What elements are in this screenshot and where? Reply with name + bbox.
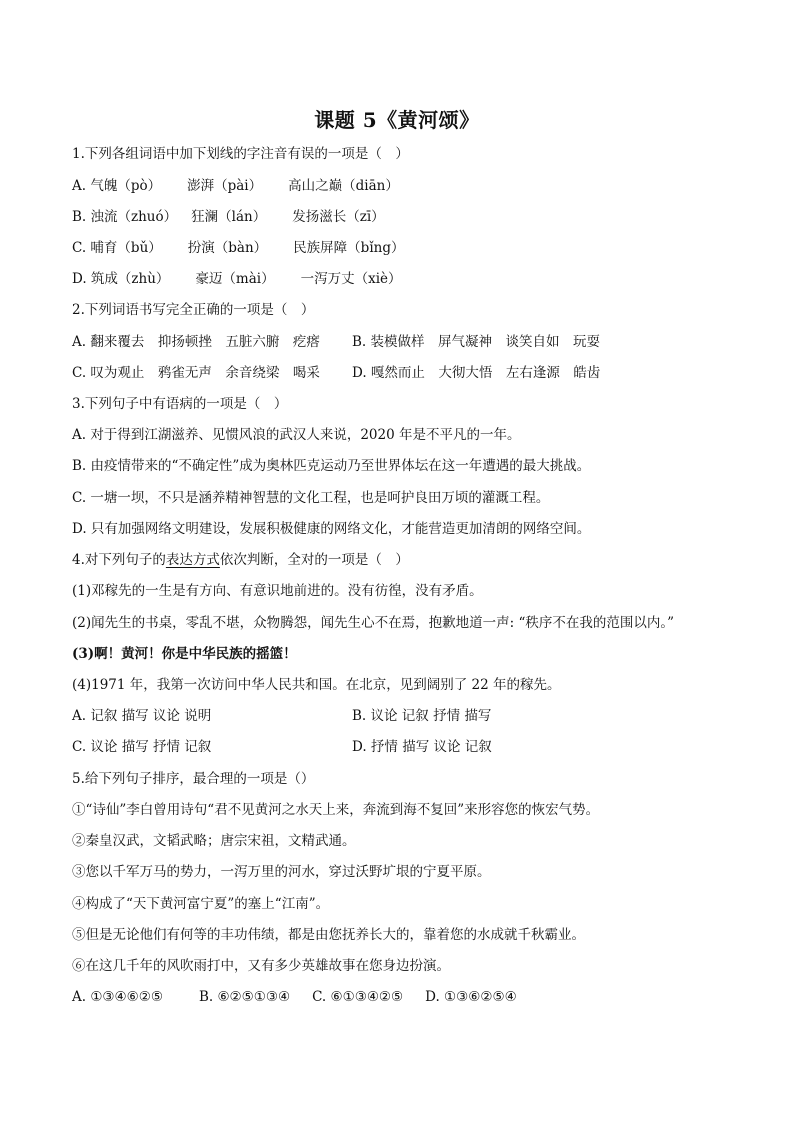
q4-option-b: B. 议论 记叙 抒情 描写 — [352, 708, 492, 724]
q1-option-b — [72, 208, 385, 226]
q5-sentence-4: ④构成了“天下黄河富宁夏”的塞上“江南”。 — [72, 896, 330, 912]
q5-option-d: D. ①③⑥②⑤④ — [425, 989, 517, 1005]
q1-d-2: 豪迈（mài） — [195, 271, 275, 287]
q3-option-a: A. 对于得到江湖滋养、见惯风浪的武汉人来说，2020 年是不平凡的一年。 — [72, 427, 521, 443]
q2-option-a: A. 翻来覆去 抑扬顿挫 五脏六腑 疙瘩 — [72, 334, 320, 350]
q3-stem: 3.下列句子中有语病的一项是（ ） — [72, 396, 288, 412]
q5-sentence-2: ②秦皇汉武，文韬武略；唐宗宋祖，文精武通。 — [72, 833, 356, 849]
q4-sentence-4: (4)1971 年，我第一次访问中华人民共和国。在北京，见到阔别了 22 年的稼先。 — [72, 677, 561, 693]
q5-stem: 5.给下列句子排序，最合理的一项是（） — [72, 771, 315, 787]
q5-sentence-5: ⑤但是无论他们有何等的丰功伟绩，都是由您抚养长大的，靠着您的水成就千秋霸业。 — [72, 927, 585, 943]
q4-sentence-1: (1)邓稼先的一生是有方向、有意识地前进的。没有彷徨，没有矛盾。 — [72, 583, 483, 599]
q3-option-d: D. 只有加强网络文明建设，发展积极健康的网络文化，才能营造更加清朗的网络空间。 — [72, 521, 591, 537]
q1-option-d — [72, 270, 402, 288]
q2-stem: 2.下列词语书写完全正确的一项是（ ） — [72, 302, 315, 318]
q5-option-b: B. ⑥②⑤①③④ — [198, 989, 291, 1005]
q1-a-2: 澎湃（pài） — [187, 178, 263, 194]
q4-sentence-3: (3)啊！黄河！你是中华民族的摇篮！ — [72, 646, 297, 662]
q5-sentence-3: ③您以千军万马的势力，一泻万里的河水，穿过沃野圹垠的宁夏平原。 — [72, 864, 491, 880]
q4-sentence-2: (2)闻先生的书桌，零乱不堪，众物腾怨，闻先生心不在焉，抱歉地道一声: “秩序不在我的范围以内。” — [72, 615, 675, 631]
page-title: 课题 5《黄河颂》 — [314, 108, 480, 132]
q1-d-1: D. 筑成（zhù） — [72, 271, 170, 287]
q1-a-3: 高山之巅（diān） — [288, 178, 399, 194]
q4-stem — [72, 551, 409, 569]
q1-a-1: A. 气魄（pò） — [72, 178, 162, 194]
q5-option-a: A. ①③④⑥②⑤ — [72, 989, 163, 1005]
q5-sentence-6: ⑥在这几千年的风吹雨打中，又有多少英雄故事在您身边扮演。 — [72, 958, 450, 974]
q4-stem-pre: 4.对下列句子的 — [72, 552, 166, 568]
q1-c-1: C. 哺育（bǔ） — [72, 240, 162, 256]
q1-c-3: 民族屏障（bǐng） — [293, 240, 405, 256]
q4-stem-underlined: 表达方式 — [165, 552, 220, 568]
q4-option-c: C. 议论 描写 抒情 记叙 — [72, 739, 212, 755]
q2-option-c: C. 叹为观止 鸦雀无声 余音绕梁 喝采 — [72, 365, 320, 381]
q1-option-c — [72, 239, 404, 257]
q1-b-1: B. 浊流（zhuó） — [72, 209, 178, 225]
q3-option-b: B. 由疫情带来的“不确定性”成为奥林匹克运动乃至世界体坛在这一年遭遇的最大挑战。 — [72, 458, 591, 474]
q2-option-b: B. 装模做样 屏气凝神 谈笑自如 玩耍 — [352, 334, 601, 350]
q5-option-c: C. ⑥①③④②⑤ — [312, 989, 404, 1005]
q1-c-2: 扮演（bàn） — [187, 240, 268, 256]
q5-options — [72, 988, 517, 1006]
q4-option-d: D. 抒情 描写 议论 记叙 — [352, 739, 492, 755]
q1-option-a — [72, 177, 399, 195]
q1-b-3: 发扬滋长（zī） — [292, 209, 385, 225]
q3-option-c: C. 一塘一坝，不只是涵养精神智慧的文化工程，也是呵护良田万顷的灌溉工程。 — [72, 490, 550, 506]
q4-option-a: A. 记叙 描写 议论 说明 — [72, 708, 212, 724]
q5-sentence-1: ①“诗仙”李白曾用诗句“君不见黄河之水天上来，奔流到海不复回”来形容您的恢宏气势。 — [72, 802, 600, 818]
q4-stem-post: 依次判断，全对的一项是（ ） — [219, 552, 409, 568]
q2-option-d: D. 嘎然而止 大彻大悟 左右逢源 皓齿 — [352, 365, 601, 381]
q1-b-2: 狂澜（lán） — [191, 209, 267, 225]
q1-stem: 1.下列各组词语中加下划线的字注音有误的一项是（ ） — [72, 146, 409, 162]
q1-d-3: 一泻万丈（xiè） — [300, 271, 402, 287]
